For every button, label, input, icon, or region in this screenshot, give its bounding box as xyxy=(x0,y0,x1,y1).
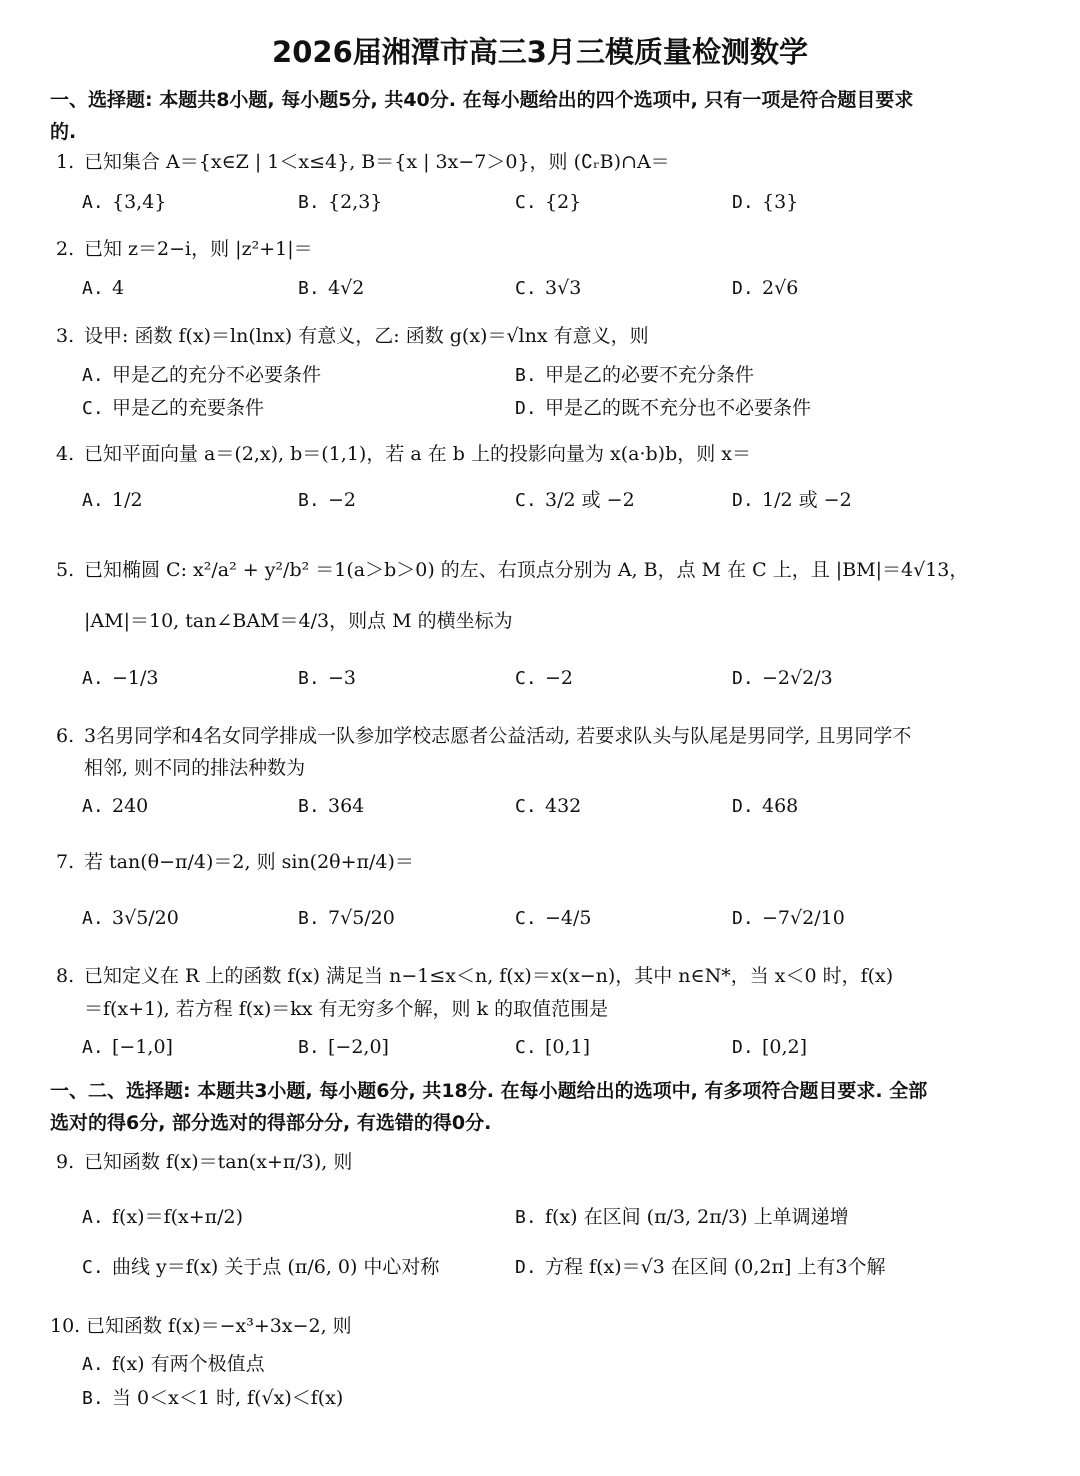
q4-option-b: B. −2 xyxy=(298,489,357,511)
section2-line2: 选对的得6分, 部分选对的得部分分, 有选错的得0分. xyxy=(50,1112,492,1134)
q1-option-c: C. {2} xyxy=(515,191,582,213)
section1-header xyxy=(50,84,1010,148)
question-4: 4. 已知平面向量 a＝(2,x), b＝(1,1)，若 a 在 b 上的投影向量为 x(a·b)b，则 x＝ xyxy=(56,443,751,465)
section1-line1: 一、选择题: 本题共8小题, 每小题5分, 共40分. 在每小题给出的四个选项中, 只有一项是符合题目要求 xyxy=(50,89,914,111)
question-8-line2: ＝f(x+1), 若方程 f(x)＝kx 有无穷多个解，则 k 的取值范围是 xyxy=(84,998,609,1020)
section2-header xyxy=(50,1075,1010,1139)
q4-option-a: A. 1/2 xyxy=(82,489,143,511)
q9-option-d: D. 方程 f(x)＝√3 在区间 (0,2π] 上有3个解 xyxy=(515,1256,886,1278)
section2-line1: 一、二、选择题: 本题共3小题, 每小题6分, 共18分. 在每小题给出的选项中, 有多项符合题目要求. 全部 xyxy=(50,1080,928,1102)
q2-option-a: A. 4 xyxy=(82,277,125,299)
q8-option-b: B. [−2,0] xyxy=(298,1036,389,1058)
q2-option-d: D. 2√6 xyxy=(732,277,799,299)
question-2: 2. 已知 z＝2−i，则 |z²+1|＝ xyxy=(56,238,313,260)
q3-option-c: C. 甲是乙的充要条件 xyxy=(82,397,265,419)
page-title: 2026届湘潭市高三3月三模质量检测数学 xyxy=(272,35,808,69)
q8-option-c: C. [0,1] xyxy=(515,1036,591,1058)
q7-option-a: A. 3√5/20 xyxy=(82,907,179,929)
question-3: 3. 设甲: 函数 f(x)＝ln(lnx) 有意义，乙: 函数 g(x)＝√lnx 有意义，则 xyxy=(56,325,649,347)
q5-option-c: C. −2 xyxy=(515,667,574,689)
q2-option-b: B. 4√2 xyxy=(298,277,365,299)
q6-option-b: B. 364 xyxy=(298,795,365,817)
q6-option-a: A. 240 xyxy=(82,795,149,817)
q8-option-d: D. [0,2] xyxy=(732,1036,808,1058)
q2-option-c: C. 3√3 xyxy=(515,277,582,299)
q10-option-b: B. 当 0＜x＜1 时, f(√x)＜f(x) xyxy=(82,1387,344,1409)
q6-option-d: D. 468 xyxy=(732,795,799,817)
q8-option-a: A. [−1,0] xyxy=(82,1036,173,1058)
q5-option-d: D. −2√2/3 xyxy=(732,667,833,689)
q1-option-b: B. {2,3} xyxy=(298,191,383,213)
q5-option-a: A. −1/3 xyxy=(82,667,159,689)
question-7: 7. 若 tan(θ−π/4)＝2, 则 sin(2θ+π/4)＝ xyxy=(56,851,414,873)
section1-line2: 的. xyxy=(50,121,77,143)
question-6: 6. 3名男同学和4名女同学排成一队参加学校志愿者公益活动, 若要求队头与队尾是男同学, 且男同学不 xyxy=(56,725,912,747)
q10-option-a: A. f(x) 有两个极值点 xyxy=(82,1353,265,1375)
question-9: 9. 已知函数 f(x)＝tan(x+π/3), 则 xyxy=(56,1151,353,1173)
q1-option-d: D. {3} xyxy=(732,191,799,213)
q9-option-c: C. 曲线 y＝f(x) 关于点 (π/6, 0) 中心对称 xyxy=(82,1256,440,1278)
q5-option-b: B. −3 xyxy=(298,667,357,689)
q4-option-d: D. 1/2 或 −2 xyxy=(732,489,852,511)
question-5-line2: |AM|＝10, tan∠BAM＝4/3，则点 M 的横坐标为 xyxy=(84,610,513,632)
q9-option-a: A. f(x)＝f(x+π/2) xyxy=(82,1206,244,1228)
q4-option-c: C. 3/2 或 −2 xyxy=(515,489,635,511)
q6-option-c: C. 432 xyxy=(515,795,582,817)
q1-option-a: A. {3,4} xyxy=(82,191,167,213)
q3-option-b: B. 甲是乙的必要不充分条件 xyxy=(515,364,755,386)
q7-option-c: C. −4/5 xyxy=(515,907,592,929)
q7-option-d: D. −7√2/10 xyxy=(732,907,845,929)
q3-option-d: D. 甲是乙的既不充分也不必要条件 xyxy=(515,397,812,419)
q3-option-a: A. 甲是乙的充分不必要条件 xyxy=(82,364,322,386)
q9-option-b: B. f(x) 在区间 (π/3, 2π/3) 上单调递增 xyxy=(515,1206,849,1228)
question-stem: 已知集合 A＝{x∈Z | 1＜x≤4}, B＝{x | 3x−7＞0}，则 (∁ᵣB)∩A＝ xyxy=(84,151,670,173)
question-10: 10. 已知函数 f(x)＝−x³+3x−2, 则 xyxy=(50,1315,352,1337)
question-number: 1. xyxy=(56,151,75,173)
q7-option-b: B. 7√5/20 xyxy=(298,907,395,929)
question-5: 5. 已知椭圆 C: x²/a² + y²/b² ＝1(a＞b＞0) 的左、右顶点分别为 A, B，点 M 在 C 上，且 |BM|＝4√13， xyxy=(56,559,969,581)
question-8: 8. 已知定义在 R 上的函数 f(x) 满足当 n−1≤x＜n, f(x)＝x(x−n)，其中 n∈N*，当 x＜0 时，f(x) xyxy=(56,965,894,987)
question-6-line2: 相邻, 则不同的排法种数为 xyxy=(84,757,306,779)
question-1 xyxy=(56,148,670,176)
